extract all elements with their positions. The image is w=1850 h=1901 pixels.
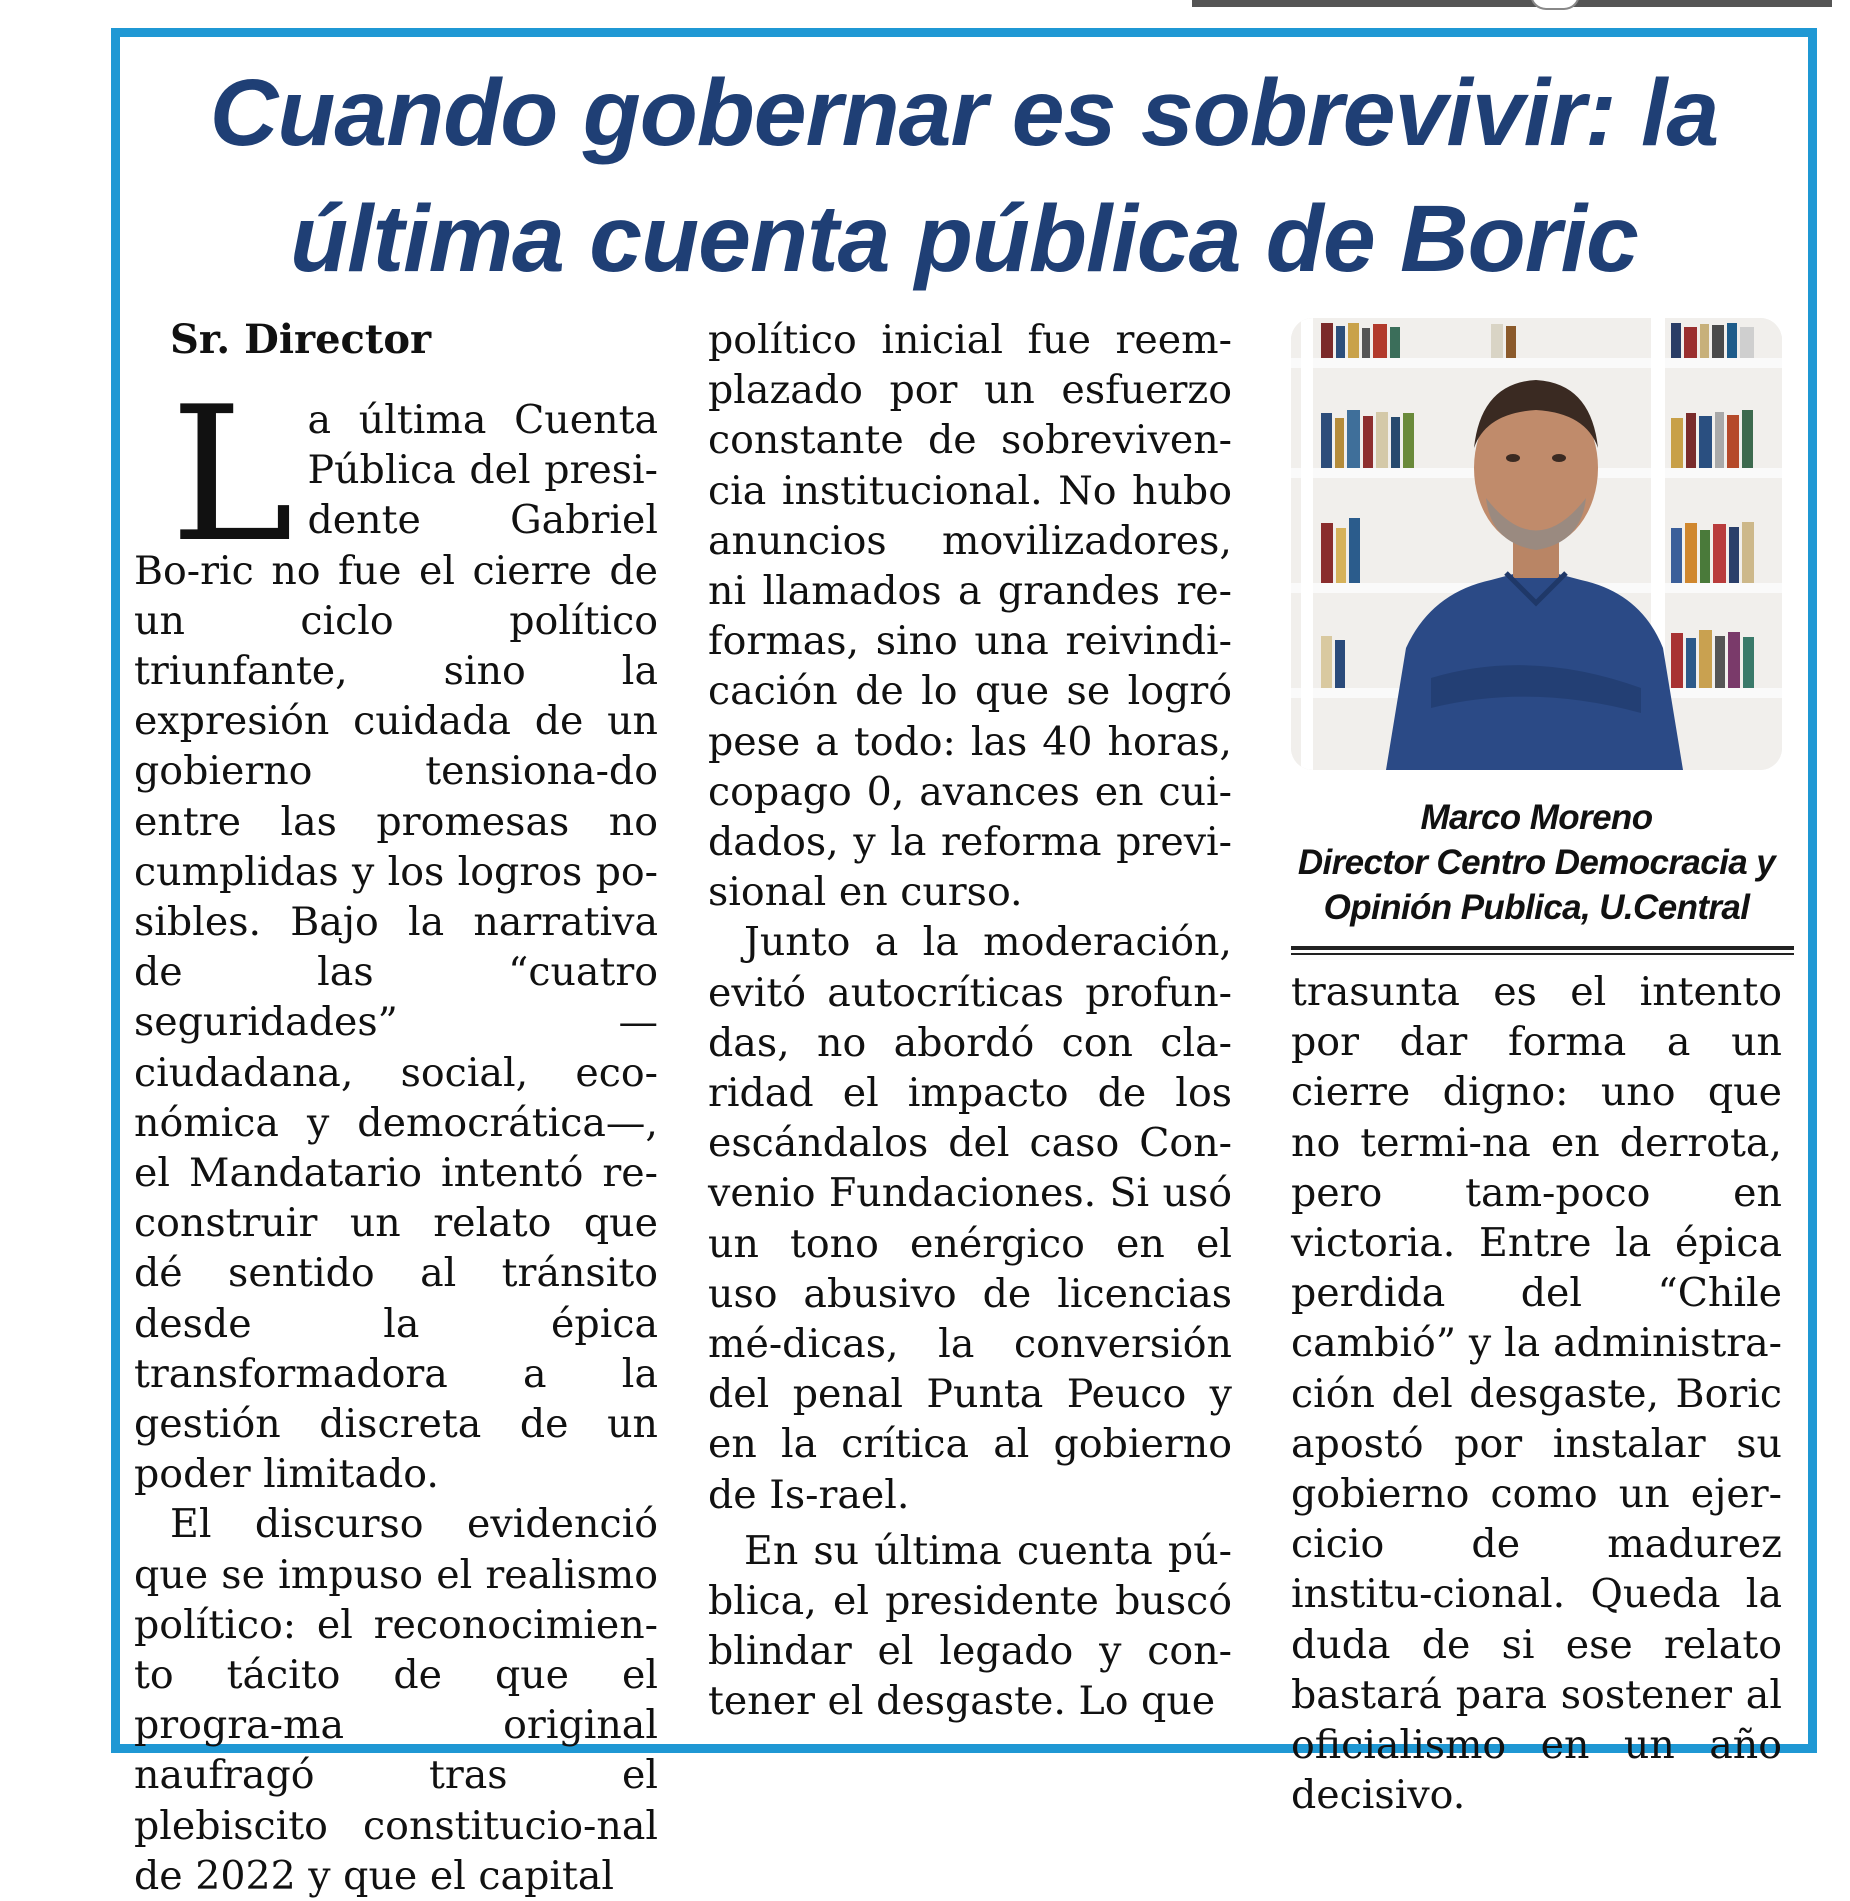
paragraph-4: En su última cuenta pú-blica, el presidente buscó blindar el legado y con-tener el desgaste. Lo que [708,1527,1232,1725]
paragraph-2-continued: político inicial fue reem-plazado por un esfuerzo constante de sobreviven-cia institucional. No hubo anuncios movilizadores, ni llamados a grandes re-formas, sino una reivindi-cación de lo que se logró pese a todo: las 40 horas, copago 0, avances en cui-dados, y la reforma previ-sional en curso. [708,317,1232,916]
author-name: Marco Moreno [1420,798,1653,837]
paragraph-3: Junto a la moderación, evitó autocríticas profun-das, no abordó con cla-ridad el impacto de los escándalos del caso Con-venio Fundaciones. Si usó un tono enérgico en el uso abusivo de licencias mé-dicas, la conversión del penal Punta Peuco y en la crítica al gobierno de Is-rael. [708,919,1232,1518]
headline-line-2: última cuenta pública de Boric [290,186,1638,292]
masthead-emblem-icon [1530,0,1580,10]
salutation: Sr. Director [170,316,432,363]
column-1 [134,315,658,1901]
author-title-line-2: Opinión Publica, U.Central [1323,888,1750,927]
paragraph-2: El discurso evidenció que se impuso el realismo político: el reconocimien-to tácito de que el progra-ma original naufragó tras el plebiscito constitucio-nal de 2022 y que el capital [134,1501,658,1899]
column-2 [708,315,1232,1727]
paragraph-1-text: a última Cuenta Pública del presi-dente Gabriel Bo-ric no fue el cierre de un ciclo político triunfante, sino la expresión cuidada de un gobierno tensiona-do entre las promesas no cumplidas y los logros po-sibles. Bajo la narrativa de las “cuatro seguridades” —ciudadana, social, eco-nómica y democrática—, el Mandatario intentó re-construir un relato que dé sentido al tránsito desde la épica transformadora a la gestión discreta de un poder limitado. [134,397,658,1498]
author-portrait-icon [1291,318,1782,770]
caption-divider [1291,946,1794,950]
headline [130,50,1798,302]
paragraph-4-continued: trasunta es el intento por dar forma a un cierre digno: uno que no termi-na en derrota, pero tam-poco en victoria. Entre la épica perdida del “Chile cambió” y la administra-ción del desgaste, Boric apostó por instalar su gobierno como un ejer-cicio de madurez institu-cional. Queda la duda de si ese relato bastará para sostener al oficialismo en un año decisivo. [1291,969,1782,1819]
top-edge-bar [1192,0,1832,7]
author-photo [1291,318,1782,770]
drop-cap: L [170,366,294,583]
column-3 [1291,967,1782,1820]
caption-divider-thin [1291,953,1794,955]
author-title-line-1: Director Centro Democracia y [1297,843,1776,882]
headline-line-1: Cuando gobernar es sobrevivir: la [209,60,1719,166]
author-caption [1291,795,1782,930]
paragraph-1 [134,366,658,1499]
